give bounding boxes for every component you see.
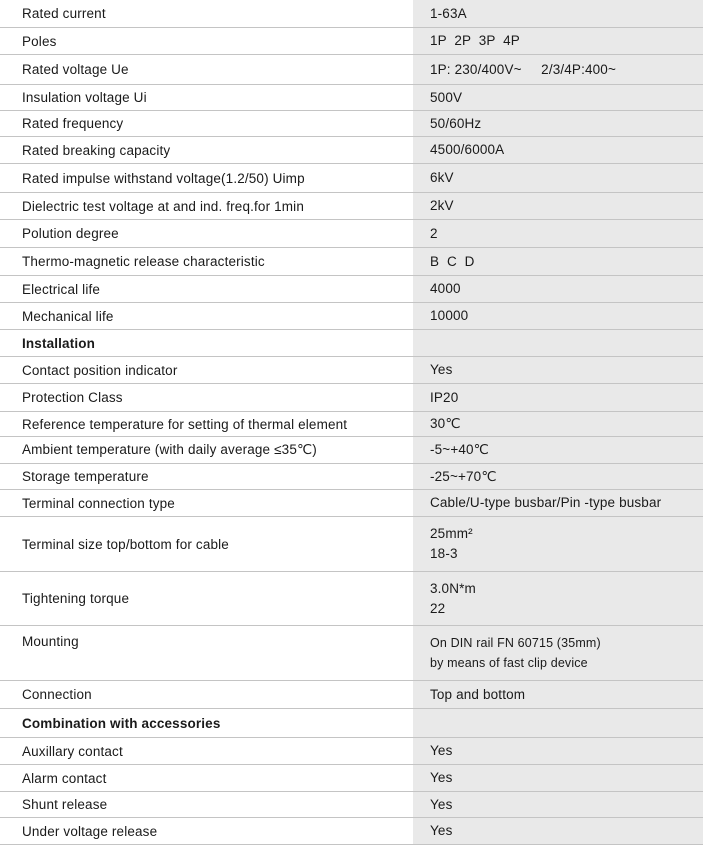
spec-value	[413, 357, 703, 383]
spec-label: Electrical life	[22, 281, 101, 297]
spec-row	[0, 220, 703, 248]
spec-value	[413, 276, 703, 302]
spec-row	[0, 437, 703, 464]
spec-row	[0, 681, 703, 709]
spec-value	[413, 0, 703, 27]
spec-row	[0, 276, 703, 303]
spec-value-line: by means of fast clip device	[430, 656, 588, 670]
spec-row	[0, 0, 703, 28]
section-header-row	[0, 330, 703, 357]
spec-label: Polution degree	[22, 226, 119, 241]
spec-row	[0, 765, 703, 792]
spec-label: Insulation voltage Ui	[22, 90, 147, 105]
spec-row	[0, 137, 703, 164]
spec-row	[0, 738, 703, 765]
spec-value	[413, 111, 703, 136]
spec-label: Mechanical life	[22, 308, 114, 324]
spec-label: Dielectric test voltage at and ind. freq.for 1min	[22, 198, 304, 214]
spec-value-line: 22	[430, 600, 446, 616]
spec-value	[413, 464, 703, 489]
spec-value	[413, 626, 703, 680]
spec-value-line: 3.0N*m	[430, 580, 476, 596]
spec-value	[413, 137, 703, 163]
spec-row	[0, 357, 703, 384]
spec-label: Ambient temperature (with daily average ≤35℃)	[22, 442, 317, 457]
spec-value	[413, 437, 703, 463]
spec-value-line: 2	[430, 225, 438, 241]
spec-value-line: 50/60Hz	[430, 115, 482, 131]
spec-label: Rated voltage Ue	[22, 62, 129, 77]
spec-value	[413, 85, 703, 110]
spec-label: Contact position indicator	[22, 362, 178, 378]
spec-row	[0, 28, 703, 55]
spec-label: Terminal connection type	[22, 495, 175, 511]
spec-label: Protection Class	[22, 390, 123, 405]
section-header-row	[0, 709, 703, 738]
spec-value-line: 1P: 230/400V~ 2/3/4P:400~	[430, 61, 616, 77]
spec-row	[0, 572, 703, 626]
spec-row	[0, 85, 703, 111]
spec-value	[413, 220, 703, 247]
spec-value	[413, 248, 703, 275]
spec-label: Rated breaking capacity	[22, 142, 171, 158]
spec-value-line: -5~+40℃	[430, 442, 489, 457]
spec-value	[413, 55, 703, 84]
spec-value	[413, 330, 703, 356]
spec-label: Terminal size top/bottom for cable	[22, 536, 229, 552]
spec-value-line: Yes	[430, 743, 453, 758]
spec-label: Mounting	[22, 634, 79, 649]
spec-value	[413, 303, 703, 329]
spec-value	[413, 765, 703, 791]
spec-value	[413, 818, 703, 844]
spec-label: Connection	[22, 687, 92, 702]
spec-value-line: 4500/6000A	[430, 142, 505, 157]
spec-label: Thermo-magnetic release characteristic	[22, 254, 265, 269]
spec-row	[0, 248, 703, 276]
spec-row	[0, 464, 703, 490]
spec-row	[0, 412, 703, 437]
spec-value-line: -25~+70℃	[430, 468, 497, 484]
spec-row	[0, 818, 703, 845]
section-title: Installation	[22, 335, 96, 351]
spec-value-line: 6kV	[430, 170, 454, 185]
spec-row	[0, 193, 703, 220]
spec-value-line: 4000	[430, 281, 461, 296]
spec-label: Reference temperature for setting of thermal element	[22, 416, 348, 432]
spec-label: Storage temperature	[22, 469, 149, 484]
spec-value-line: Yes	[430, 362, 453, 377]
spec-label: Rated impulse withstand voltage(1.2/50) Uimp	[22, 170, 305, 186]
spec-value	[413, 681, 703, 708]
spec-value	[413, 490, 703, 516]
spec-value	[413, 28, 703, 54]
spec-value-line: On DIN rail FN 60715 (35mm)	[430, 636, 601, 650]
spec-label: Rated current	[22, 6, 106, 21]
spec-value-line: 25mm²	[430, 526, 473, 541]
spec-value-line: B C D	[430, 253, 475, 269]
spec-label: Auxillary contact	[22, 743, 123, 759]
spec-value	[413, 193, 703, 219]
spec-value	[413, 792, 703, 817]
spec-value-line: 500V	[430, 89, 463, 105]
spec-value	[413, 709, 703, 737]
spec-label: Under voltage release	[22, 823, 158, 839]
spec-row	[0, 303, 703, 330]
spec-row	[0, 164, 703, 193]
spec-value	[413, 384, 703, 411]
spec-value-line: Yes	[430, 770, 453, 785]
spec-value-line: Top and bottom	[430, 686, 526, 702]
spec-value-line: 1P 2P 3P 4P	[430, 33, 520, 48]
spec-row	[0, 111, 703, 137]
spec-value-line: 1-63A	[430, 5, 467, 21]
spec-label: Shunt release	[22, 797, 108, 812]
spec-value-line: 30℃	[430, 416, 461, 431]
spec-value-line: 10000	[430, 308, 469, 323]
spec-value-line: IP20	[430, 389, 459, 405]
spec-row	[0, 384, 703, 412]
spec-row	[0, 55, 703, 85]
spec-row	[0, 792, 703, 818]
spec-value	[413, 517, 703, 571]
spec-value	[413, 738, 703, 764]
spec-row	[0, 490, 703, 517]
spec-row	[0, 517, 703, 572]
spec-value-line: 2kV	[430, 198, 454, 213]
spec-row	[0, 626, 703, 681]
spec-label: Poles	[22, 33, 57, 49]
spec-value-line: Cable/U-type busbar/Pin -type busbar	[430, 495, 662, 510]
spec-value-line: Yes	[430, 823, 453, 838]
spec-value	[413, 412, 703, 436]
spec-value-line: Yes	[430, 796, 453, 812]
spec-label: Rated frequency	[22, 116, 124, 131]
spec-value	[413, 164, 703, 192]
section-title: Combination with accessories	[22, 715, 221, 731]
spec-value	[413, 572, 703, 625]
spec-value-line: 18-3	[430, 546, 458, 561]
spec-label: Alarm contact	[22, 770, 107, 786]
spec-label: Tightening torque	[22, 591, 130, 606]
